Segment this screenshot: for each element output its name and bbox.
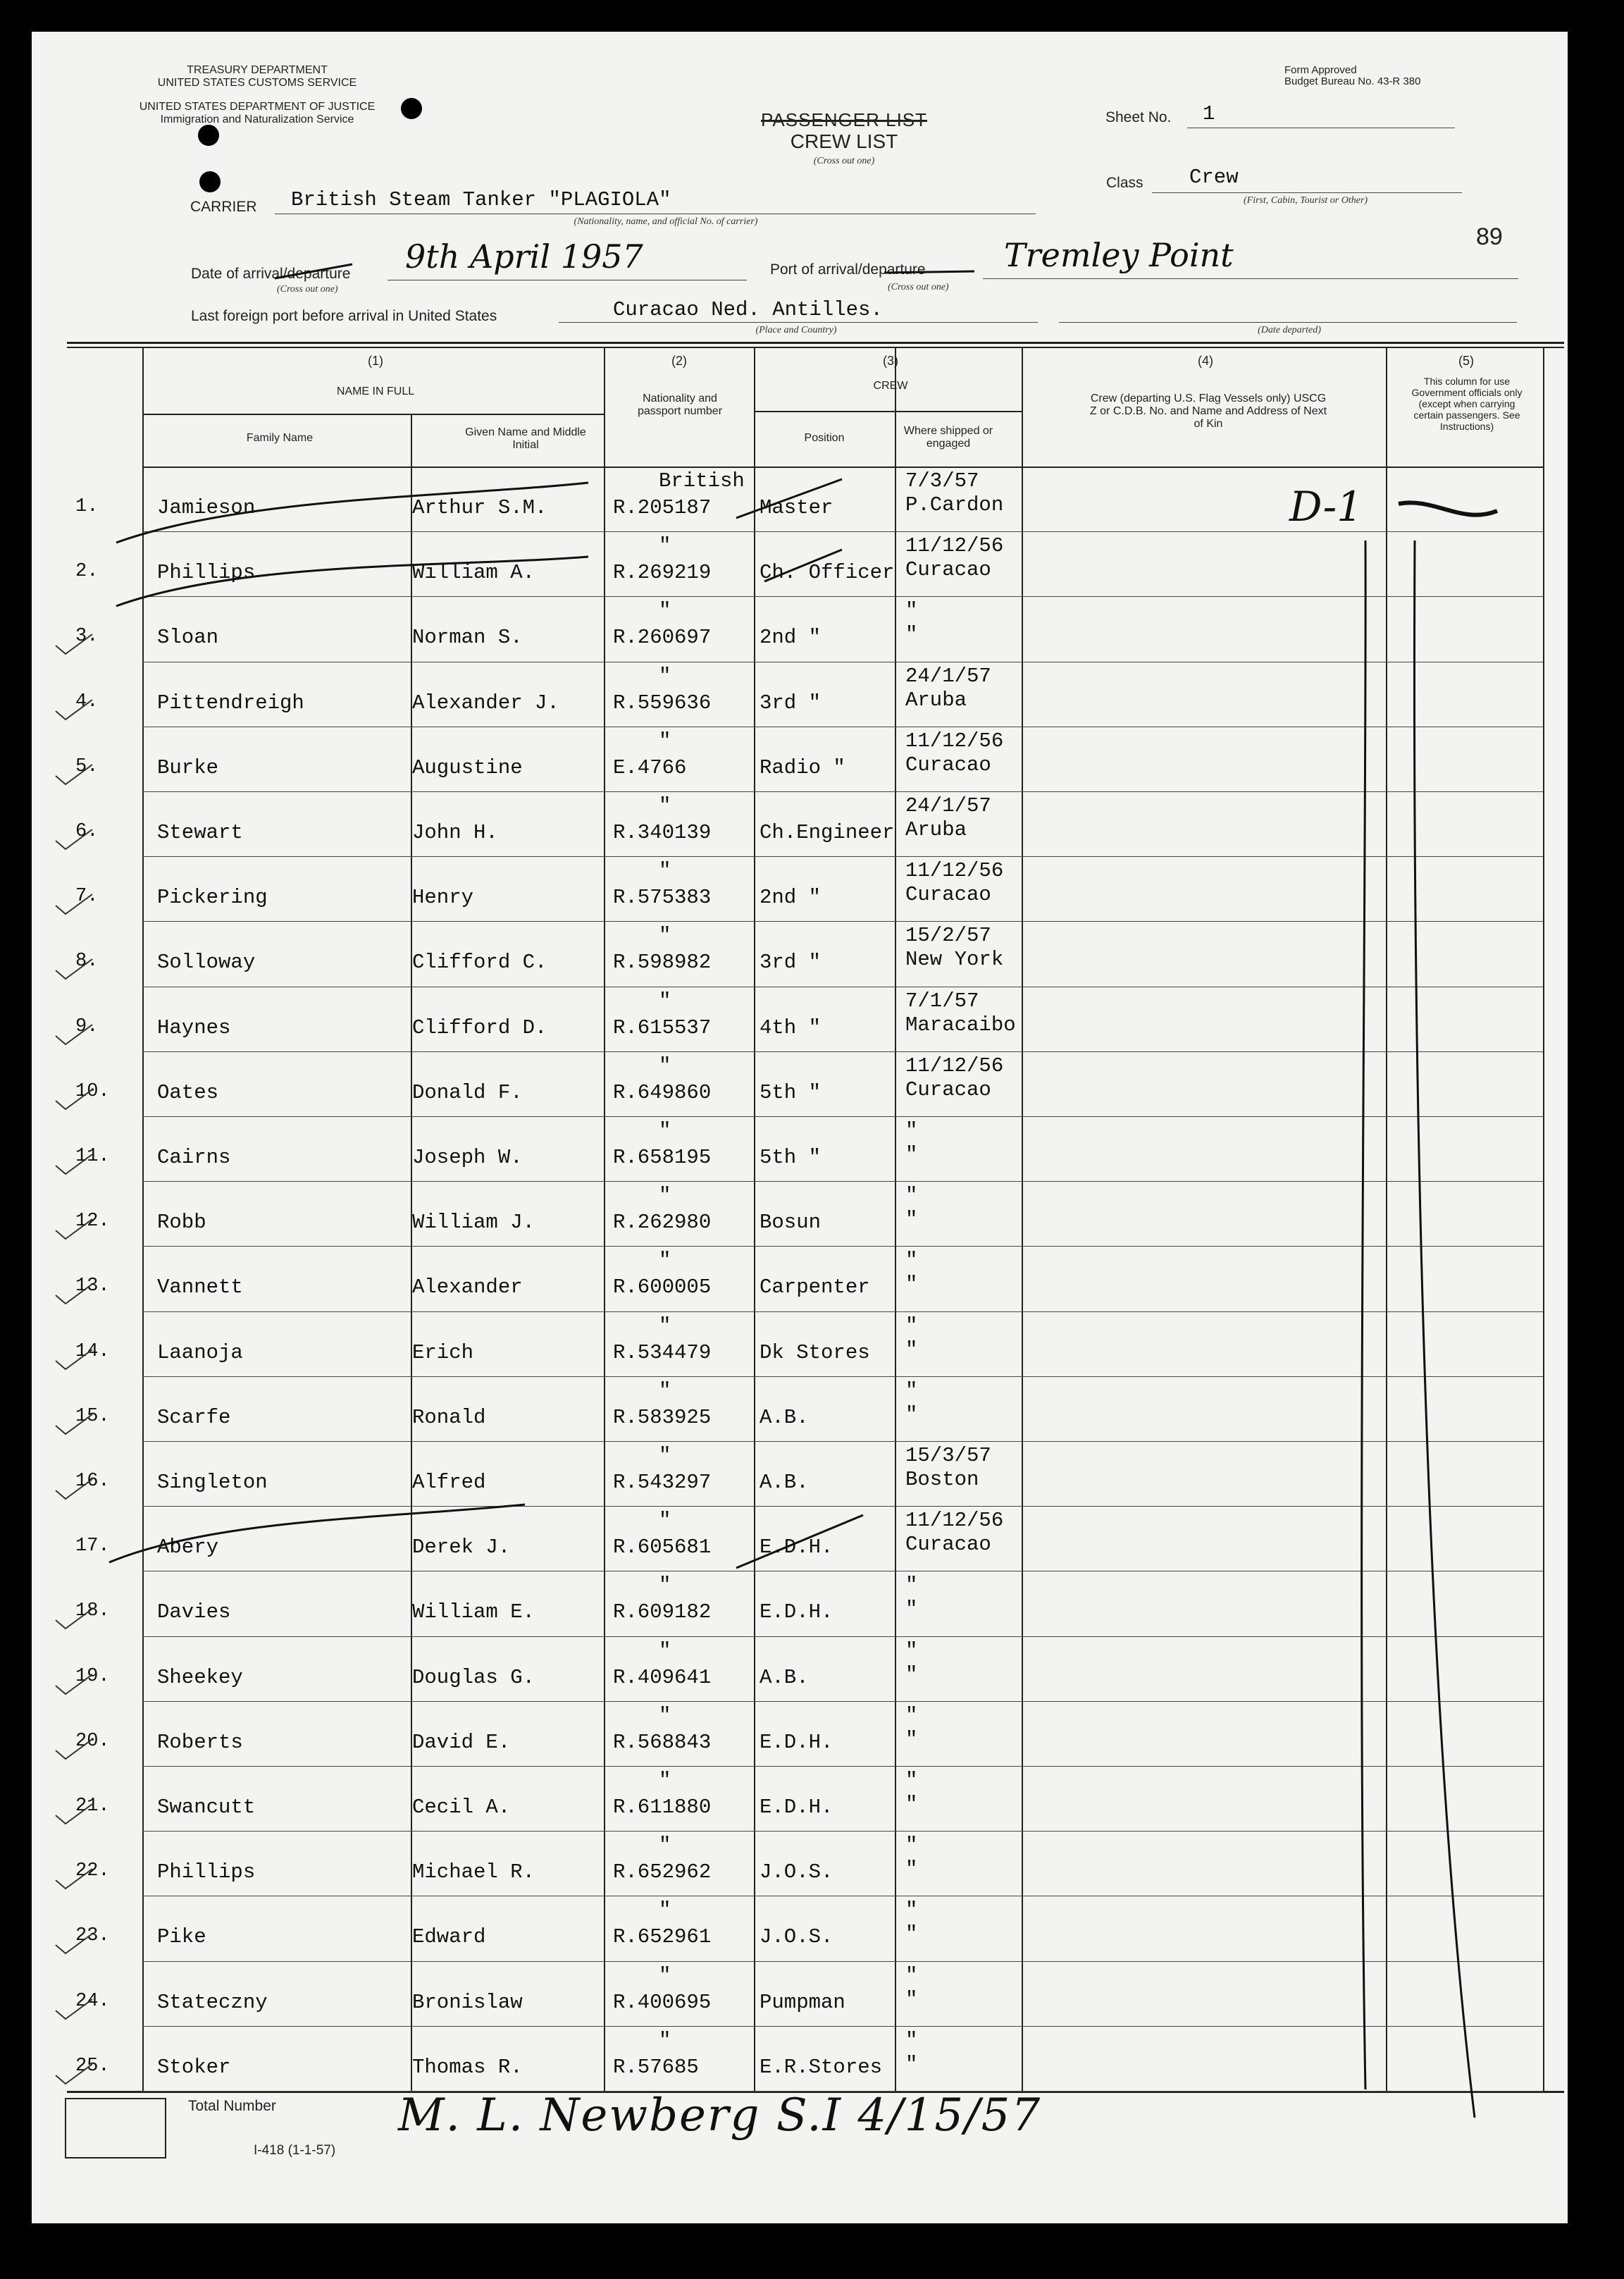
position: Master <box>760 496 833 519</box>
passport-number: R.575383 <box>613 886 712 910</box>
given-name: Henry <box>412 886 474 910</box>
total-number-box <box>65 2098 166 2158</box>
row-number: 13. <box>75 1276 110 1297</box>
family-name: Sloan <box>157 626 219 650</box>
row-number: 6. <box>75 821 99 842</box>
given-name: Donald F. <box>412 1080 523 1104</box>
total-number-label: Total Number <box>188 2098 276 2114</box>
nationality: " <box>659 1898 671 1922</box>
given-name: John H. <box>412 821 498 844</box>
shipped-date: 11/12/56 <box>905 1054 1004 1077</box>
shipped-date: " <box>905 2028 918 2052</box>
shipped-place: " <box>905 623 918 647</box>
row-number: 16. <box>75 1471 110 1492</box>
col2-number: (2) <box>671 354 687 368</box>
page-number: 89 <box>1476 223 1503 250</box>
nationality: " <box>659 1574 671 1598</box>
passport-number: R.611880 <box>613 1796 712 1819</box>
shipped-place: Boston <box>905 1468 979 1491</box>
given-name: Ronald <box>412 1405 486 1429</box>
position: 3rd " <box>760 691 822 715</box>
col4-number: (4) <box>1198 354 1213 368</box>
passport-number: R.534479 <box>613 1340 712 1364</box>
shipped-place: Aruba <box>905 688 967 712</box>
nationality: " <box>659 1963 671 1987</box>
given-name: William A. <box>412 561 535 585</box>
shipped-date: 11/12/56 <box>905 534 1004 558</box>
shipped-date: " <box>905 1249 918 1273</box>
passport-number: R.605681 <box>613 1536 712 1560</box>
shipped-date: " <box>905 1638 918 1662</box>
family-name: Sheekey <box>157 1665 243 1689</box>
position: 2nd " <box>760 626 822 650</box>
position: 4th " <box>760 1015 822 1039</box>
passport-number: R.615537 <box>613 1015 712 1039</box>
agency-line-2: UNITED STATES CUSTOMS SERVICE <box>157 77 357 89</box>
shipped-place: " <box>905 1793 918 1816</box>
nationality: " <box>659 1703 671 1727</box>
shipped-date: 7/3/57 <box>905 469 979 493</box>
nationality: " <box>659 729 671 753</box>
shipped-date: 15/2/57 <box>905 924 991 948</box>
position: E.D.H. <box>760 1796 833 1819</box>
shipped-date: 11/12/56 <box>905 1509 1004 1533</box>
family-name: Stewart <box>157 821 243 844</box>
shipped-place: New York <box>905 948 1004 972</box>
position: Ch.Engineer <box>760 821 895 844</box>
date-departed-note: (Date departed) <box>1258 325 1321 335</box>
passport-number: R.600005 <box>613 1276 712 1299</box>
nationality: " <box>659 1509 671 1533</box>
position: A.B. <box>760 1471 809 1494</box>
shipped-date: " <box>905 1378 918 1402</box>
row-number: 20. <box>75 1730 110 1752</box>
carrier-label: CARRIER <box>190 199 257 215</box>
passport-number: R.57685 <box>613 2055 699 2079</box>
nationality: " <box>659 924 671 948</box>
shipped-date: " <box>905 599 918 623</box>
given-name: Thomas R. <box>412 2055 523 2079</box>
shipped-place: Curacao <box>905 883 991 907</box>
given-name: William E. <box>412 1600 535 1624</box>
col1-title: NAME IN FULL <box>336 385 415 397</box>
inspector-signature: M. L. Newberg S.I 4/15/57 <box>398 2089 1042 2142</box>
row-number: 18. <box>75 1600 110 1622</box>
col5-number: (5) <box>1458 354 1474 368</box>
row-number: 11. <box>75 1146 110 1167</box>
family-name: Pickering <box>157 886 268 910</box>
nationality: " <box>659 989 671 1013</box>
carrier-value: British Steam Tanker "PLAGIOLA" <box>291 188 671 211</box>
row-number: 12. <box>75 1211 110 1233</box>
passport-number: R.340139 <box>613 821 712 844</box>
passport-number: R.409641 <box>613 1665 712 1689</box>
family-name: Pike <box>157 1925 206 1949</box>
port-value: Tremley Point <box>1004 236 1234 274</box>
nationality: " <box>659 1249 671 1273</box>
form-number: I-418 (1-1-57) <box>254 2143 336 2158</box>
given-name: Clifford C. <box>412 951 547 975</box>
port-note: (Cross out one) <box>888 282 949 292</box>
passport-number: R.262980 <box>613 1211 712 1235</box>
row-number: 7. <box>75 886 99 908</box>
passport-number: E.4766 <box>613 755 687 779</box>
shipped-place: " <box>905 1727 918 1751</box>
shipped-place: Aruba <box>905 818 967 841</box>
shipped-date: " <box>905 1769 918 1792</box>
row-number: 8. <box>75 951 99 972</box>
budget-bureau: Budget Bureau No. 43-R 380 <box>1284 75 1421 87</box>
row-number: 10. <box>75 1080 110 1102</box>
class-label: Class <box>1106 175 1143 191</box>
col2-title: Nationality and passport number <box>637 393 723 417</box>
shipped-date: " <box>905 1834 918 1858</box>
passport-number: R.205187 <box>613 496 712 519</box>
nationality: " <box>659 1054 671 1077</box>
given-name: Norman S. <box>412 626 523 650</box>
shipped-place: Curacao <box>905 753 991 777</box>
family-name: Swancutt <box>157 1796 256 1819</box>
given-name: Douglas G. <box>412 1665 535 1689</box>
shipped-place: Curacao <box>905 558 991 582</box>
shipped-date: " <box>905 1898 918 1922</box>
shipped-place: " <box>905 1273 918 1297</box>
row-number: 15. <box>75 1405 110 1427</box>
row-number: 17. <box>75 1536 110 1557</box>
family-name: Stateczny <box>157 1990 268 2014</box>
row-number: 25. <box>75 2055 110 2077</box>
shipped-place: " <box>905 1858 918 1882</box>
row-number: 23. <box>75 1925 110 1947</box>
row-number: 22. <box>75 1860 110 1882</box>
shipped-place: " <box>905 2052 918 2076</box>
passport-number: R.658195 <box>613 1146 712 1169</box>
given-name: Cecil A. <box>412 1796 511 1819</box>
row-number: 14. <box>75 1340 110 1362</box>
given-name: Alexander J. <box>412 691 559 715</box>
shipped-place: P.Cardon <box>905 493 1004 517</box>
nationality: " <box>659 1834 671 1858</box>
place-note: (Place and Country) <box>755 325 837 335</box>
position: E.D.H. <box>760 1536 833 1560</box>
row-number: 5. <box>75 755 99 777</box>
shipped-place: " <box>905 1922 918 1946</box>
position: E.D.H. <box>760 1600 833 1624</box>
passport-number: R.652961 <box>613 1925 712 1949</box>
family-name: Singleton <box>157 1471 268 1494</box>
crew-list-title: CREW LIST <box>790 130 898 152</box>
family-name: Roberts <box>157 1730 243 1754</box>
passport-number: R.543297 <box>613 1471 712 1494</box>
family-name: Pittendreigh <box>157 691 304 715</box>
nationality: " <box>659 664 671 688</box>
passport-number: R.568843 <box>613 1730 712 1754</box>
family-name: Phillips <box>157 561 256 585</box>
class-note: (First, Cabin, Tourist or Other) <box>1244 195 1368 206</box>
stamp-mark: D-1 <box>1289 483 1363 531</box>
last-port-value: Curacao Ned. Antilles. <box>613 298 883 321</box>
col3-number: (3) <box>883 354 898 368</box>
port-label: Port of arrival/departure <box>770 261 926 278</box>
given-name: Derek J. <box>412 1536 511 1560</box>
nationality: " <box>659 2028 671 2052</box>
agency-line-1: TREASURY DEPARTMENT <box>187 64 328 76</box>
family-name: Phillips <box>157 1860 256 1884</box>
date-note: (Cross out one) <box>277 284 338 295</box>
nationality: " <box>659 534 671 558</box>
given-name: Bronislaw <box>412 1990 523 2014</box>
passport-number: R.400695 <box>613 1990 712 2014</box>
class-value: Crew <box>1189 166 1239 189</box>
given-name-header: Given Name and Middle Initial <box>465 426 586 451</box>
nationality: " <box>659 859 671 883</box>
shipped-date: " <box>905 1963 918 1987</box>
row-number: 19. <box>75 1665 110 1687</box>
family-name: Cairns <box>157 1146 231 1169</box>
given-name: Augustine <box>412 755 523 779</box>
nationality: " <box>659 1638 671 1662</box>
shipped-date: 11/12/56 <box>905 859 1004 883</box>
shipped-place: Maracaibo <box>905 1013 1016 1037</box>
position: A.B. <box>760 1665 809 1689</box>
last-port-label: Last foreign port before arrival in United States <box>191 308 497 324</box>
nationality: " <box>659 794 671 817</box>
row-number: 1. <box>75 496 99 517</box>
shipped-place: " <box>905 1208 918 1232</box>
col4-title: Crew (departing U.S. Flag Vessels only) USCG Z or C.D.B. No. and Name and Address of Next of Kin <box>1089 393 1327 430</box>
passenger-list-title-struck: PASSENGER LIST <box>760 109 928 130</box>
row-number: 2. <box>75 561 99 583</box>
family-name: Davies <box>157 1600 231 1624</box>
sheet-value: 1 <box>1203 102 1215 125</box>
nationality: British <box>659 469 745 493</box>
passport-number: R.609182 <box>613 1600 712 1624</box>
position: Carpenter <box>760 1276 870 1299</box>
row-number: 4. <box>75 691 99 712</box>
title-note: (Cross out one) <box>813 156 875 166</box>
passport-number: R.583925 <box>613 1405 712 1429</box>
position: 2nd " <box>760 886 822 910</box>
given-name: Alfred <box>412 1471 486 1494</box>
family-name: Scarfe <box>157 1405 231 1429</box>
shipped-date: " <box>905 1314 918 1338</box>
shipped-place: " <box>905 1402 918 1426</box>
family-name-header: Family Name <box>246 432 314 444</box>
shipped-place: " <box>905 1987 918 2011</box>
given-name: William J. <box>412 1211 535 1235</box>
passport-number: R.598982 <box>613 951 712 975</box>
family-name: Haynes <box>157 1015 231 1039</box>
agency-line-3: UNITED STATES DEPARTMENT OF JUSTICE <box>139 101 376 113</box>
handwritten-marks <box>32 32 1568 2223</box>
family-name: Jamieson <box>157 496 256 519</box>
passport-number: R.559636 <box>613 691 712 715</box>
position: A.B. <box>760 1405 809 1429</box>
shipped-date: " <box>905 1119 918 1142</box>
shipped-date: 15/3/57 <box>905 1444 991 1467</box>
shipped-date: " <box>905 1574 918 1598</box>
nationality: " <box>659 599 671 623</box>
shipped-place: " <box>905 1338 918 1361</box>
given-name: Alexander <box>412 1276 523 1299</box>
col3-title: CREW <box>873 380 908 392</box>
sheet-label: Sheet No. <box>1105 109 1172 125</box>
col5-title: This column for use Government officials only (except when carrying certain passengers. See Instructions) <box>1411 376 1523 432</box>
nationality: " <box>659 1119 671 1142</box>
row-number: 9. <box>75 1015 99 1037</box>
family-name: Burke <box>157 755 219 779</box>
position: Ch. Officer <box>760 561 895 585</box>
family-name: Vannett <box>157 1276 243 1299</box>
shipped-date: 7/1/57 <box>905 989 979 1013</box>
position: Radio " <box>760 755 845 779</box>
form-approved: Form Approved <box>1284 64 1357 76</box>
position: J.O.S. <box>760 1860 833 1884</box>
shipped-date: " <box>905 1703 918 1727</box>
nationality: " <box>659 1184 671 1208</box>
shipped-header: Where shipped or engaged <box>903 425 993 450</box>
passport-number: R.652962 <box>613 1860 712 1884</box>
date-value: 9th April 1957 <box>405 237 643 276</box>
family-name: Solloway <box>157 951 256 975</box>
position: Bosun <box>760 1211 822 1235</box>
position: 5th " <box>760 1080 822 1104</box>
row-number: 24. <box>75 1990 110 2012</box>
given-name: Clifford D. <box>412 1015 547 1039</box>
shipped-date: 11/12/56 <box>905 729 1004 753</box>
family-name: Stoker <box>157 2055 231 2079</box>
family-name: Laanoja <box>157 1340 243 1364</box>
shipped-place: " <box>905 1143 918 1166</box>
nationality: " <box>659 1378 671 1402</box>
position: J.O.S. <box>760 1925 833 1949</box>
shipped-place: Curacao <box>905 1077 991 1101</box>
carrier-note: (Nationality, name, and official No. of carrier) <box>574 216 758 227</box>
position: Dk Stores <box>760 1340 870 1364</box>
shipped-date: 24/1/57 <box>905 664 991 688</box>
nationality: " <box>659 1769 671 1792</box>
shipped-place: " <box>905 1662 918 1686</box>
position: E.D.H. <box>760 1730 833 1754</box>
position: Pumpman <box>760 1990 845 2014</box>
row-number: 21. <box>75 1796 110 1817</box>
given-name: Erich <box>412 1340 474 1364</box>
given-name: Edward <box>412 1925 486 1949</box>
passport-number: R.649860 <box>613 1080 712 1104</box>
col1-number: (1) <box>368 354 383 368</box>
position: 3rd " <box>760 951 822 975</box>
crew-list-form <box>32 32 1568 2223</box>
given-name: Joseph W. <box>412 1146 523 1169</box>
family-name: Robb <box>157 1211 206 1235</box>
passport-number: R.269219 <box>613 561 712 585</box>
given-name: Arthur S.M. <box>412 496 547 519</box>
shipped-date: " <box>905 1184 918 1208</box>
row-number: 3. <box>75 626 99 648</box>
position: 5th " <box>760 1146 822 1169</box>
given-name: David E. <box>412 1730 511 1754</box>
date-label: Date of arrival/departure <box>191 266 351 282</box>
position-header: Position <box>804 432 845 444</box>
passport-number: R.260697 <box>613 626 712 650</box>
shipped-date: 24/1/57 <box>905 794 991 817</box>
agency-line-4: Immigration and Naturalization Service <box>160 113 354 125</box>
shipped-place: Curacao <box>905 1533 991 1557</box>
nationality: " <box>659 1444 671 1467</box>
family-name: Abery <box>157 1536 219 1560</box>
position: E.R.Stores <box>760 2055 883 2079</box>
nationality: " <box>659 1314 671 1338</box>
family-name: Oates <box>157 1080 219 1104</box>
given-name: Michael R. <box>412 1860 535 1884</box>
shipped-place: " <box>905 1598 918 1622</box>
